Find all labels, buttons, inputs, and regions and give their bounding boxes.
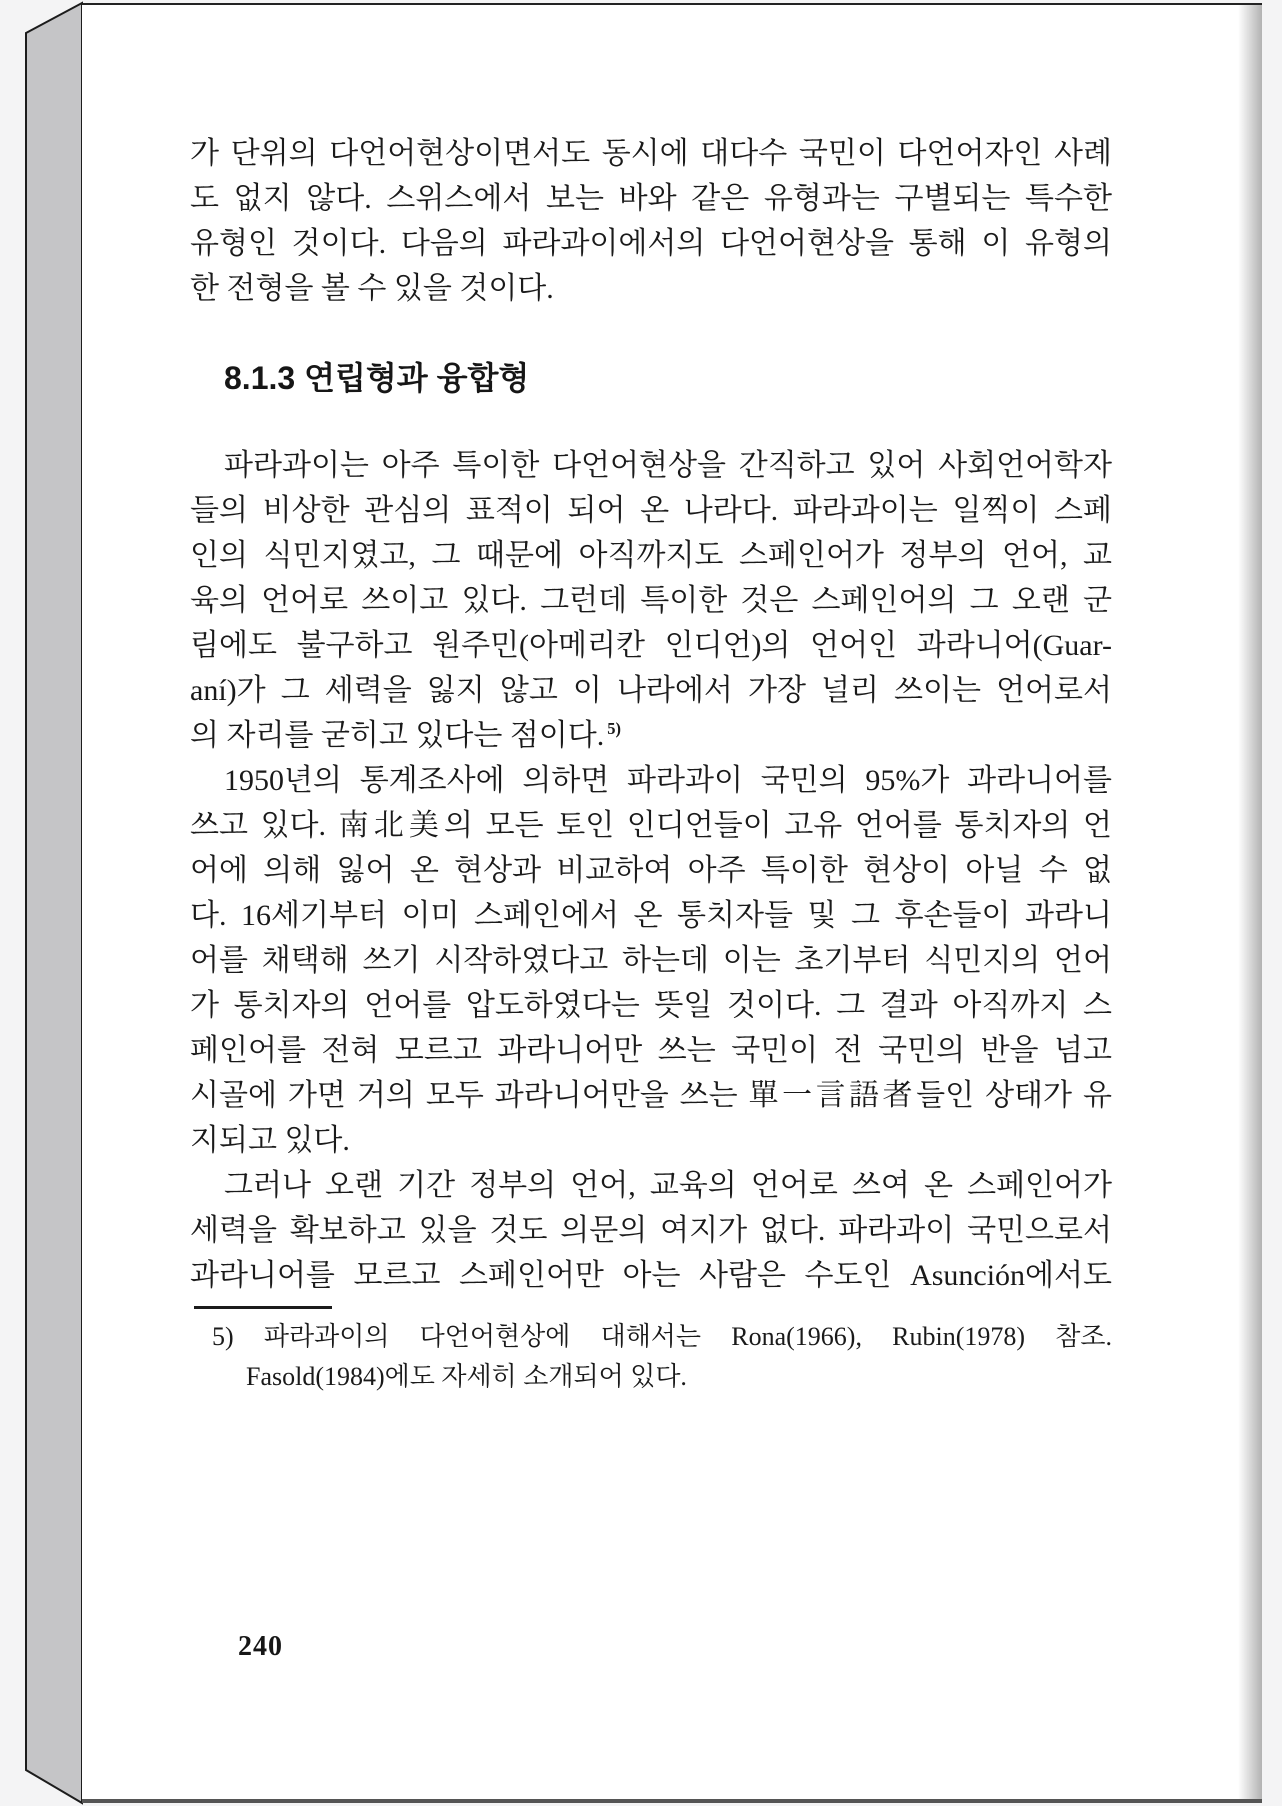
footnote bbox=[190, 1306, 1112, 1397]
page-number: 240 bbox=[238, 1631, 283, 1662]
text-line: 페인어를 전혀 모르고 과라니어만 쓰는 국민이 전 국민의 반을 넘고 bbox=[190, 1034, 1112, 1067]
text-line: 지되고 있다. bbox=[190, 1124, 350, 1157]
text-line: 가 단위의 다언어현상이면서도 동시에 대다수 국민이 다언어자인 사례 bbox=[190, 137, 1112, 170]
text-line: 림에도 불구하고 원주민(아메리칸 인디언)의 언어인 과라니어(Guar- bbox=[190, 629, 1112, 662]
text-line: 그러나 오랜 기간 정부의 언어, 교육의 언어로 쓰여 온 스페인어가 bbox=[224, 1169, 1112, 1202]
paragraph bbox=[190, 758, 1112, 1163]
text-line: 5) 파라과이의 다언어현상에 대해서는 Rona(1966), Rubin(1978) 참조. bbox=[212, 1322, 1112, 1351]
paragraph bbox=[190, 131, 1112, 311]
page-content bbox=[82, 5, 1262, 1397]
text-line: 쓰고 있다. 南北美의 모든 토인 인디언들이 고유 언어를 통치자의 언 bbox=[190, 809, 1112, 842]
text-line: 의 자리를 굳히고 있다는 점이다. $^{5)}$ bbox=[190, 719, 621, 752]
text-line: 도 없지 않다. 스위스에서 보는 바와 같은 유형과는 구별되는 특수한 bbox=[190, 182, 1112, 215]
text-line: 들의 비상한 관심의 표적이 되어 온 나라다. 파라과이는 일찍이 스페 bbox=[190, 494, 1112, 527]
text-line: aní)가 그 세력을 잃지 않고 이 나라에서 가장 널리 쓰이는 언어로서 bbox=[190, 674, 1112, 707]
text-line: 유형인 것이다. 다음의 파라과이에서의 다언어현상을 통해 이 유형의 bbox=[190, 227, 1112, 260]
paragraph bbox=[190, 443, 1112, 758]
text-line: 인의 식민지였고, 그 때문에 아직까지도 스페인어가 정부의 언어, 교 bbox=[190, 539, 1112, 572]
text-line: 어에 의해 잃어 온 현상과 비교하여 아주 특이한 현상이 아닐 수 없 bbox=[190, 854, 1112, 887]
text-line: 세력을 확보하고 있을 것도 의문의 여지가 없다. 파라과이 국민으로서 bbox=[190, 1214, 1112, 1247]
text-line: 다. 16세기부터 이미 스페인에서 온 통치자들 및 그 후손들이 과라니 bbox=[190, 899, 1112, 932]
paragraph bbox=[190, 1163, 1112, 1298]
text-line: 과라니어를 모르고 스페인어만 아는 사람은 수도인 Asunción에서도 bbox=[190, 1259, 1112, 1292]
text-line: Fasold(1984)에도 자세히 소개되어 있다. bbox=[246, 1362, 687, 1391]
footnote-text bbox=[190, 1317, 1112, 1397]
text-line: 시골에 가면 거의 모두 과라니어만을 쓰는 單一言語者들인 상태가 유 bbox=[190, 1079, 1112, 1112]
text-line: 한 전형을 볼 수 있을 것이다. bbox=[190, 272, 554, 305]
text-line: 육의 언어로 쓰이고 있다. 그런데 특이한 것은 스페인어의 그 오랜 군 bbox=[190, 584, 1112, 617]
section-heading: 8.1.3 연립형과 융합형 bbox=[224, 360, 530, 396]
text-line: 가 통치자의 언어를 압도하였다는 뜻일 것이다. 그 결과 아직까지 스 bbox=[190, 989, 1112, 1022]
footnote-rule bbox=[194, 1306, 332, 1309]
text-line: 1950년의 통계조사에 의하면 파라과이 국민의 95%가 과라니어를 bbox=[224, 764, 1112, 797]
text-line: 어를 채택해 쓰기 시작하였다고 하는데 이는 초기부터 식민지의 언어 bbox=[190, 944, 1112, 977]
page bbox=[82, 3, 1262, 1803]
footnote-reference: 5) bbox=[607, 719, 621, 738]
text-line: 파라과이는 아주 특이한 다언어현상을 간직하고 있어 사회언어학자 bbox=[224, 449, 1112, 482]
